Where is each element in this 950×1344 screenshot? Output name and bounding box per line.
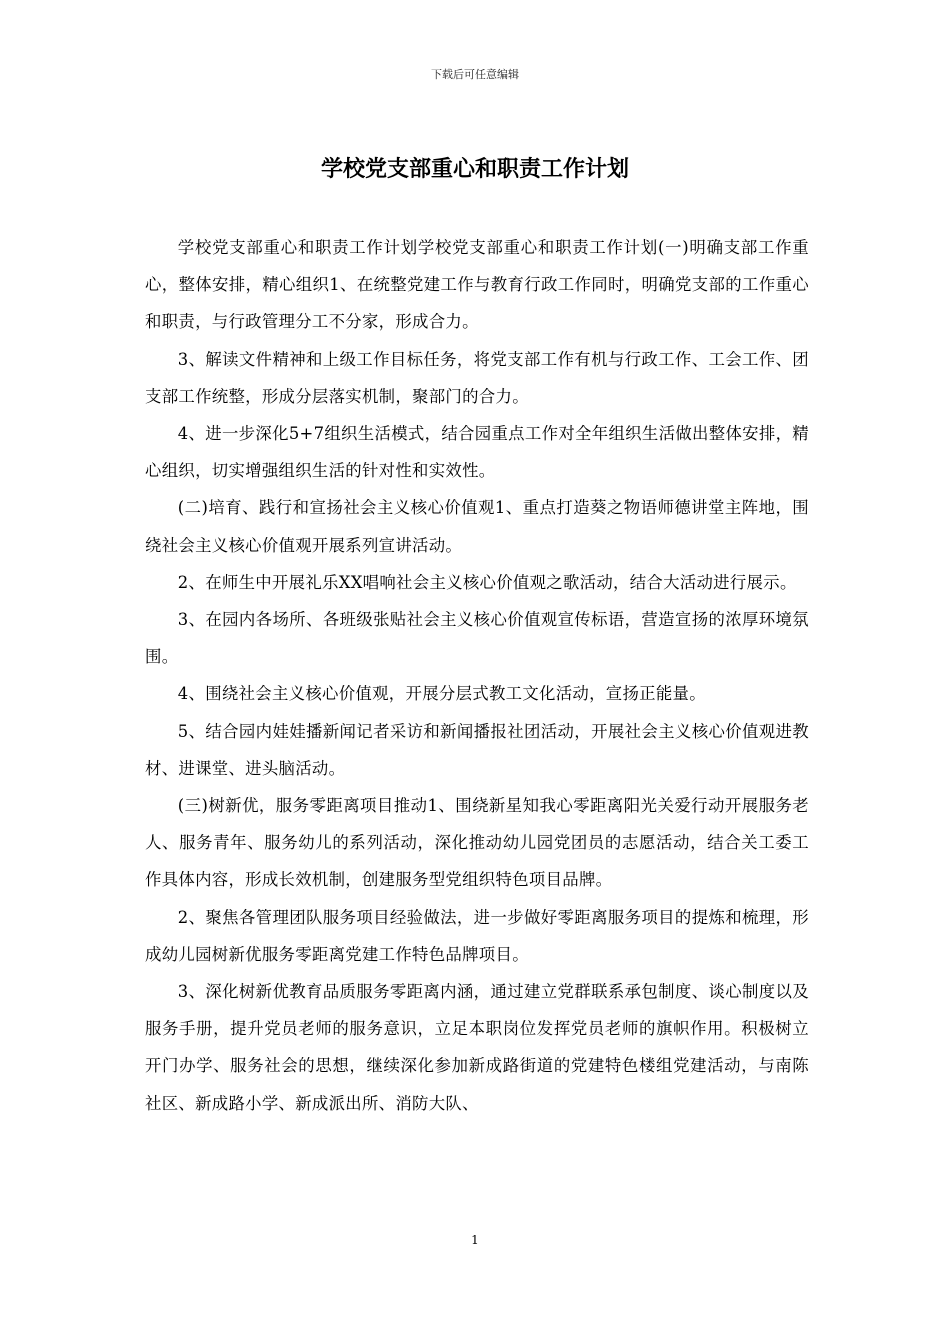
paragraph-10: 2、聚焦各管理团队服务项目经验做法，进一步做好零距离服务项目的提炼和梳理，形成幼儿园树新优服务零距离党建工作特色品牌项目。 xyxy=(145,907,809,964)
paragraph-3: 4、进一步深化5+7组织生活模式，结合园重点工作对全年组织生活做出整体安排，精心组织，切实增强组织生活的针对性和实效性。 xyxy=(145,424,809,481)
paragraph-5: 2、在师生中开展礼乐XX唱响社会主义核心价值观之歌活动，结合大活动进行展示。 xyxy=(177,572,797,592)
paragraph-9: (三)树新优，服务零距离项目推动1、围绕新星知我心零距离阳光关爱行动开展服务老人、服务青年、服务幼儿的系列活动，深化推动幼儿园党团员的志愿活动，结合关工委工作具体内容，形成长效机制，创建服务型党组织特色项目品牌。 xyxy=(145,796,809,890)
header-note: 下载后可任意编辑 xyxy=(431,68,519,81)
paragraph-2: 3、解读文件精神和上级工作目标任务，将党支部工作有机与行政工作、工会工作、团支部工作统整，形成分层落实机制，聚部门的合力。 xyxy=(145,349,809,406)
paragraph-1: 学校党支部重心和职责工作计划学校党支部重心和职责工作计划(一)明确支部工作重心，整体安排，精心组织1、在统整党建工作与教育行政工作同时，明确党支部的工作重心和职责，与行政管理分工不分家，形成合力。 xyxy=(145,238,809,332)
paragraph-11: 3、深化树新优教育品质服务零距离内涵，通过建立党群联系承包制度、谈心制度以及服务手册，提升党员老师的服务意识，立足本职岗位发挥党员老师的旗帜作用。积极树立开门办学、服务社会的思想，继续深化参加新成路街道的党建特色楼组党建活动，与南陈社区、新成路小学、新成派出所、消防大队、 xyxy=(145,982,809,1113)
page-number: 1 xyxy=(471,1233,479,1247)
paragraph-4: (二)培育、践行和宣扬社会主义核心价值观1、重点打造葵之物语师德讲堂主阵地，围绕社会主义核心价值观开展系列宣讲活动。 xyxy=(145,498,809,555)
paragraph-6: 3、在园内各场所、各班级张贴社会主义核心价值观宣传标语，营造宣扬的浓厚环境氛围。 xyxy=(145,610,809,667)
paragraph-8: 5、结合园内娃娃播新闻记者采访和新闻播报社团活动，开展社会主义核心价值观进教材、进课堂、进头脑活动。 xyxy=(145,721,809,778)
paragraph-7: 4、围绕社会主义核心价值观，开展分层式教工文化活动，宣扬正能量。 xyxy=(177,684,706,704)
document-title: 学校党支部重心和职责工作计划 xyxy=(320,157,629,182)
document-body xyxy=(145,229,809,1122)
